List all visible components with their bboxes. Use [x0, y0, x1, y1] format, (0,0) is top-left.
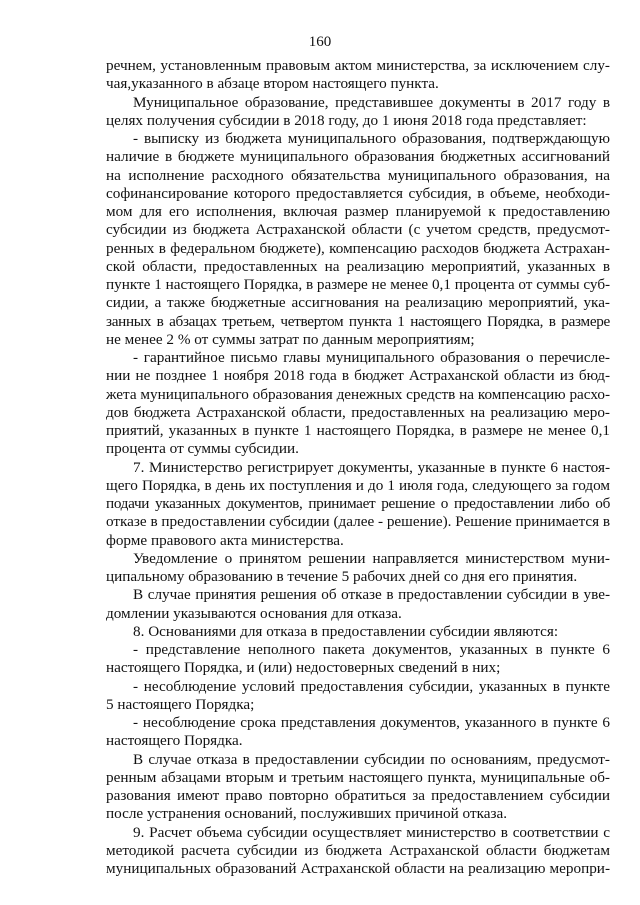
text-line: на исполнение расходного обязательства муниципального образования, на: [106, 166, 610, 184]
text-line: пункте 1 настоящего Порядка, в размере не менее 0,1 процента от суммы суб-: [106, 276, 611, 293]
text-line: настоящего Порядка, и (или) недостоверных сведений в них;: [106, 659, 501, 677]
text-line: домлении указываются основания для отказа.: [106, 604, 402, 622]
text-line: - гарантийное письмо главы муниципального образования о перечисле-: [133, 349, 610, 366]
text-line: субсидии из бюджета Астраханской области (с учетом средств, предусмот-: [106, 221, 610, 239]
text-line: дов бюджета Астраханской области, предоставленных на реализацию меро-: [106, 403, 610, 421]
text-line: настоящего Порядка.: [106, 732, 243, 750]
text-line: - представление неполного пакета документов, указанных в пункте 6: [133, 641, 610, 658]
text-line: щего Порядка, в день их поступления и до 1 июля года, следующего за годом: [106, 476, 610, 494]
page-number: 160: [308, 34, 332, 50]
text-line: В случае отказа в предоставлении субсидии по основаниям, предусмот-: [133, 750, 610, 768]
text-line: В случае принятия решения об отказе в предоставлении субсидии в уве-: [133, 586, 610, 604]
text-line: 9. Расчет объема субсидии осуществляет министерство в соответствии с: [133, 823, 610, 841]
text-line: наличие в бюджете муниципального образования бюджетных ассигнований: [106, 148, 610, 166]
text-line: Уведомление о принятом решении направляется министерством муни-: [133, 549, 610, 567]
text-line: - несоблюдение условий предоставления субсидии, указанных в пункте: [133, 677, 610, 695]
text-line: - несоблюдение срока представления документов, указанного в пункте 6: [133, 714, 610, 731]
text-line: отказе в предоставлении субсидии (далее - решение). Решение принимается в: [106, 513, 611, 531]
text-line: сидии, а также бюджетные ассигнования на реализацию мероприятий, ука-: [106, 294, 610, 312]
text-line: форме правового акта министерства.: [106, 531, 344, 549]
text-line: ренным абзацами вторым и третьим настоящего пункта, муниципальные об-: [106, 768, 610, 786]
text-line: процента от суммы субсидии.: [106, 440, 299, 458]
text-line: целях получения субсидии в 2018 году, до 1 июня 2018 года представляет:: [106, 111, 587, 129]
text-line: ской области, предоставленных на реализацию мероприятий, указанных в: [106, 257, 610, 275]
text-line: - выписку из бюджета муниципального образования, подтверждающую: [133, 130, 610, 147]
text-line: 8. Основаниями для отказа в предоставлении субсидии являются:: [133, 622, 559, 640]
text-line: ципальному образованию в течение 5 рабочих дней со дня его принятия.: [106, 568, 578, 585]
text-line: не менее 2 % от суммы затрат по данным мероприятиям;: [106, 330, 475, 348]
text-line: разования имеют право повторно обратиться за предоставлением субсидии: [106, 787, 610, 804]
text-line: жета муниципального образования денежных средств на компенсацию расхо-: [106, 385, 610, 403]
text-line: софинансирование которого предоставляется субсидия, в объеме, необходи-: [106, 184, 610, 202]
text-line: приятий, указанных в пункте 1 настоящего Порядка, в размере не менее 0,1: [106, 422, 610, 439]
text-line: после устранения оснований, послуживших причиной отказа.: [106, 805, 508, 823]
text-line: подачи указанных документов, принимает решение о предоставлении либо об: [106, 495, 610, 512]
text-line: Муниципальное образование, представившее документы в 2017 году в: [133, 93, 610, 111]
text-line: чая,указанного в абзаце втором настоящего пункта.: [106, 75, 439, 93]
text-line: 5 настоящего Порядка;: [106, 695, 255, 713]
text-line: речнем, установленным правовым актом министерства, за исключением слу-: [106, 57, 610, 74]
text-line: методикой расчета субсидии из бюджета Астраханской области бюджетам: [106, 841, 610, 859]
text-line: муниципальных образований Астраханской области на реализацию меропри-: [106, 860, 610, 877]
text-line: занных в абзацах третьем, четвертом пункта 1 настоящего Порядка, в размере: [106, 312, 610, 330]
text-line: ренных в федеральном бюджете), компенсацию расходов бюджета Астрахан-: [106, 239, 610, 257]
text-line: 7. Министерство регистрирует документы, указанные в пункте 6 настоя-: [133, 458, 610, 476]
text-line: мом для его исполнения, включая размер планируемой к предоставлению: [106, 203, 610, 220]
text-line: нии не позднее 1 ноября 2018 года в бюджет Астраханской области из бюд-: [106, 367, 610, 385]
